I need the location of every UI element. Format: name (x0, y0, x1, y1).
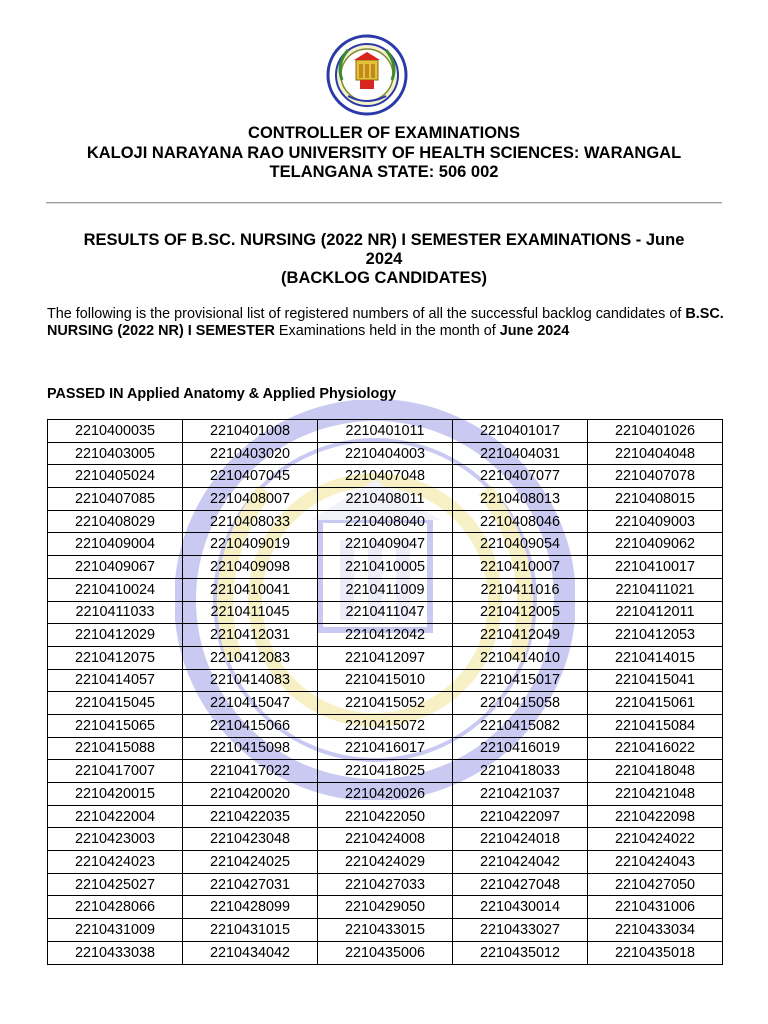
registration-number-cell: 2210427048 (453, 873, 588, 896)
registration-number-cell: 2210412005 (453, 601, 588, 624)
registration-number-cell: 2210410017 (588, 556, 723, 579)
registration-number-cell: 2210409003 (588, 510, 723, 533)
registration-number-cell: 2210421037 (453, 783, 588, 806)
registration-number-cell: 2210404003 (318, 442, 453, 465)
table-row (48, 488, 723, 511)
table-row (48, 420, 723, 443)
table-row (48, 714, 723, 737)
registration-number-cell: 2210407045 (183, 465, 318, 488)
registration-number-cell: 2210428066 (48, 896, 183, 919)
results-title (46, 231, 722, 288)
registration-number-cell: 2210431006 (588, 896, 723, 919)
registration-number-cell: 2210427033 (318, 873, 453, 896)
table-row (48, 919, 723, 942)
registration-number-cell: 2210420026 (318, 783, 453, 806)
results-title-line1: RESULTS OF B.SC. NURSING (2022 NR) I SEMESTER EXAMINATIONS - June (83, 231, 685, 249)
registration-number-cell: 2210407077 (453, 465, 588, 488)
registration-number-cell: 2210424018 (453, 828, 588, 851)
registration-number-cell: 2210414083 (183, 669, 318, 692)
registration-number-cell: 2210409098 (183, 556, 318, 579)
registration-number-cell: 2210422050 (318, 805, 453, 828)
results-title-line2: 2024 (365, 250, 403, 268)
registration-number-cell: 2210424025 (183, 851, 318, 874)
registration-number-cell: 2210409054 (453, 533, 588, 556)
registration-number-cell: 2210408015 (588, 488, 723, 511)
registration-number-cell: 2210412011 (588, 601, 723, 624)
registration-number-cell: 2210433027 (453, 919, 588, 942)
registration-number-cell: 2210403020 (183, 442, 318, 465)
table-row (48, 760, 723, 783)
university-logo (326, 34, 408, 116)
intro-exam-month: June 2024 (499, 323, 570, 339)
registration-number-cell: 2210434042 (183, 941, 318, 964)
header-divider (46, 202, 722, 203)
registration-number-cell: 2210409047 (318, 533, 453, 556)
registration-number-cell: 2210427050 (588, 873, 723, 896)
registration-number-cell: 2210412031 (183, 624, 318, 647)
registration-number-cell: 2210410024 (48, 578, 183, 601)
registration-number-cell: 2210412097 (318, 646, 453, 669)
intro-course-name: B.SC. NURSING (2022 NR) I SEMESTER (47, 306, 724, 339)
registration-number-cell: 2210418048 (588, 760, 723, 783)
registration-number-cell: 2210410005 (318, 556, 453, 579)
registration-number-cell: 2210408011 (318, 488, 453, 511)
registration-number-cell: 2210415041 (588, 669, 723, 692)
table-row (48, 941, 723, 964)
passed-heading: PASSED IN Applied Anatomy & Applied Physiology (47, 386, 397, 402)
registration-number-cell: 2210409004 (48, 533, 183, 556)
registration-number-cell: 2210408013 (453, 488, 588, 511)
registration-number-cell: 2210433034 (588, 919, 723, 942)
registration-number-cell: 2210431015 (183, 919, 318, 942)
registration-number-cell: 2210415066 (183, 714, 318, 737)
registration-number-cell: 2210409019 (183, 533, 318, 556)
registration-number-cell: 2210422097 (453, 805, 588, 828)
registration-number-cell: 2210408040 (318, 510, 453, 533)
intro-text-2: Examinations held in the month of (274, 323, 500, 339)
registration-number-cell: 2210412049 (453, 624, 588, 647)
registration-number-cell: 2210428099 (183, 896, 318, 919)
results-title-line3: (BACKLOG CANDIDATES) (281, 269, 487, 287)
registration-number-cell: 2210401026 (588, 420, 723, 443)
registration-number-cell: 2210408033 (183, 510, 318, 533)
registration-number-cell: 2210416022 (588, 737, 723, 760)
registration-number-cell: 2210415082 (453, 714, 588, 737)
registration-number-cell: 2210410041 (183, 578, 318, 601)
registration-number-cell: 2210414057 (48, 669, 183, 692)
table-row (48, 692, 723, 715)
registration-number-cell: 2210412042 (318, 624, 453, 647)
registration-number-cell: 2210431009 (48, 919, 183, 942)
table-row (48, 783, 723, 806)
registration-number-cell: 2210418025 (318, 760, 453, 783)
registration-number-cell: 2210424042 (453, 851, 588, 874)
registration-number-cell: 2210403005 (48, 442, 183, 465)
header-line-university: KALOJI NARAYANA RAO UNIVERSITY OF HEALTH SCIENCES: WARANGAL (86, 143, 682, 162)
registration-number-cell: 2210414010 (453, 646, 588, 669)
registration-number-cell: 2210411009 (318, 578, 453, 601)
table-row (48, 873, 723, 896)
header-line-controller: CONTROLLER OF EXAMINATIONS (248, 124, 520, 142)
table-row (48, 624, 723, 647)
registration-number-cell: 2210416017 (318, 737, 453, 760)
registration-number-cell: 2210433015 (318, 919, 453, 942)
registration-number-cell: 2210415010 (318, 669, 453, 692)
registration-number-cell: 2210424022 (588, 828, 723, 851)
registration-number-cell: 2210412053 (588, 624, 723, 647)
registration-number-cell: 2210418033 (453, 760, 588, 783)
registration-number-cell: 2210407078 (588, 465, 723, 488)
registration-number-cell: 2210420015 (48, 783, 183, 806)
registration-number-cell: 2210411016 (453, 578, 588, 601)
table-row (48, 601, 723, 624)
table-row (48, 465, 723, 488)
registration-number-cell: 2210422098 (588, 805, 723, 828)
registration-number-cell: 2210427031 (183, 873, 318, 896)
table-row (48, 533, 723, 556)
table-row (48, 828, 723, 851)
registration-number-cell: 2210415061 (588, 692, 723, 715)
registration-number-cell: 2210433038 (48, 941, 183, 964)
registration-number-cell: 2210412029 (48, 624, 183, 647)
registration-number-cell: 2210416019 (453, 737, 588, 760)
registration-number-cell: 2210424029 (318, 851, 453, 874)
table-row (48, 556, 723, 579)
registration-number-cell: 2210411033 (48, 601, 183, 624)
registration-number-cell: 2210421048 (588, 783, 723, 806)
registration-number-cell: 2210407085 (48, 488, 183, 511)
header-line-state: TELANGANA STATE: 506 002 (269, 163, 499, 181)
registration-number-cell: 2210411045 (183, 601, 318, 624)
registration-number-cell: 2210412083 (183, 646, 318, 669)
registration-number-cell: 2210435018 (588, 941, 723, 964)
table-row (48, 805, 723, 828)
registration-number-cell: 2210405024 (48, 465, 183, 488)
table-row (48, 578, 723, 601)
registration-number-cell: 2210414015 (588, 646, 723, 669)
document-header (0, 124, 768, 183)
registration-number-cell: 2210423048 (183, 828, 318, 851)
registration-number-cell: 2210417022 (183, 760, 318, 783)
registration-number-cell: 2210415017 (453, 669, 588, 692)
registration-number-cell: 2210411021 (588, 578, 723, 601)
registration-number-cell: 2210415098 (183, 737, 318, 760)
registration-number-cell: 2210409062 (588, 533, 723, 556)
table-row (48, 669, 723, 692)
registration-number-cell: 2210415047 (183, 692, 318, 715)
intro-paragraph (47, 306, 737, 340)
registration-number-cell: 2210425027 (48, 873, 183, 896)
registration-number-cell: 2210408046 (453, 510, 588, 533)
registration-number-cell: 2210415065 (48, 714, 183, 737)
registration-number-cell: 2210415058 (453, 692, 588, 715)
table-row (48, 737, 723, 760)
registration-number-cell: 2210409067 (48, 556, 183, 579)
registration-number-cell: 2210411047 (318, 601, 453, 624)
table-row (48, 896, 723, 919)
registration-number-cell: 2210404031 (453, 442, 588, 465)
registration-number-cell: 2210435012 (453, 941, 588, 964)
registration-number-cell: 2210420020 (183, 783, 318, 806)
registration-number-cell: 2210423003 (48, 828, 183, 851)
intro-text-1: The following is the provisional list of registered numbers of all the successful backlog candidates of (47, 306, 686, 322)
registration-number-cell: 2210401017 (453, 420, 588, 443)
registration-number-cell: 2210415045 (48, 692, 183, 715)
registration-number-cell: 2210430014 (453, 896, 588, 919)
registration-number-cell: 2210412075 (48, 646, 183, 669)
registration-number-cell: 2210408029 (48, 510, 183, 533)
registration-number-cell: 2210435006 (318, 941, 453, 964)
registration-number-cell: 2210422004 (48, 805, 183, 828)
registration-number-cell: 2210424023 (48, 851, 183, 874)
table-row (48, 510, 723, 533)
registration-number-cell: 2210410007 (453, 556, 588, 579)
registration-number-cell: 2210429050 (318, 896, 453, 919)
registration-number-cell: 2210424008 (318, 828, 453, 851)
registration-number-cell: 2210415052 (318, 692, 453, 715)
table-row (48, 851, 723, 874)
registration-number-cell: 2210401011 (318, 420, 453, 443)
registration-number-cell: 2210407048 (318, 465, 453, 488)
registration-number-cell: 2210415084 (588, 714, 723, 737)
registration-number-cell: 2210417007 (48, 760, 183, 783)
registration-number-cell: 2210400035 (48, 420, 183, 443)
passed-candidates-table (47, 419, 723, 965)
registration-number-cell: 2210401008 (183, 420, 318, 443)
registration-number-cell: 2210404048 (588, 442, 723, 465)
registration-number-cell: 2210408007 (183, 488, 318, 511)
registration-number-cell: 2210415088 (48, 737, 183, 760)
table-row (48, 442, 723, 465)
registration-number-cell: 2210424043 (588, 851, 723, 874)
registration-number-cell: 2210415072 (318, 714, 453, 737)
passed-candidates-table-body (48, 420, 723, 965)
table-row (48, 646, 723, 669)
registration-number-cell: 2210422035 (183, 805, 318, 828)
